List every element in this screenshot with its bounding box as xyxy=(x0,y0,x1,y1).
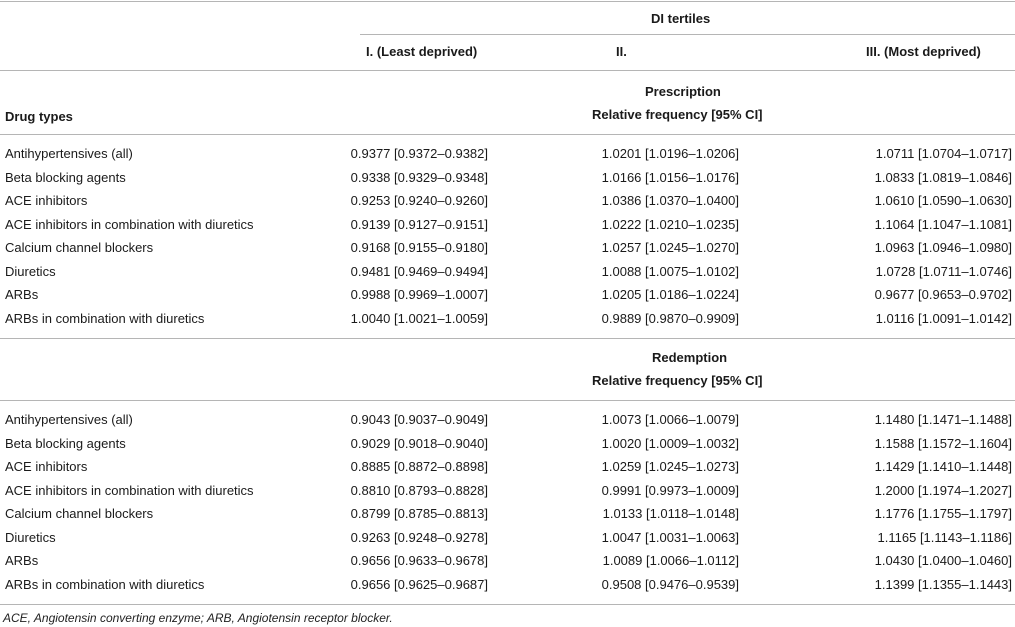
relative-frequency-cell: 1.1064 [1.1047–1.1081] xyxy=(874,217,1012,232)
drug-type-label: ARBs xyxy=(5,287,39,302)
relative-frequency-cell: 0.9377 [0.9372–0.9382] xyxy=(350,146,488,161)
rule-prescription-end xyxy=(0,338,1015,339)
drug-type-label: Diuretics xyxy=(5,530,56,545)
drug-type-label: Beta blocking agents xyxy=(5,436,126,451)
relative-frequency-cell: 0.9481 [0.9469–0.9494] xyxy=(350,264,488,279)
relative-frequency-cell: 1.0257 [1.0245–1.0270] xyxy=(601,240,739,255)
drug-types-heading: Drug types xyxy=(5,109,73,124)
relative-frequency-cell: 0.9991 [0.9973–1.0009] xyxy=(601,483,739,498)
relative-frequency-cell: 0.9656 [0.9633–0.9678] xyxy=(350,553,488,568)
relative-frequency-cell: 1.0073 [1.0066–1.0079] xyxy=(601,412,739,427)
relative-frequency-cell: 0.8885 [0.8872–0.8898] xyxy=(350,459,488,474)
relative-frequency-cell: 1.0088 [1.0075–1.0102] xyxy=(601,264,739,279)
relative-frequency-cell: 1.0430 [1.0400–1.0460] xyxy=(874,553,1012,568)
relative-frequency-cell: 1.1480 [1.1471–1.1488] xyxy=(874,412,1012,427)
relative-frequency-cell: 1.0833 [1.0819–1.0846] xyxy=(874,170,1012,185)
relative-frequency-cell: 1.0386 [1.0370–1.0400] xyxy=(601,193,739,208)
relative-frequency-cell: 1.2000 [1.1974–1.2027] xyxy=(874,483,1012,498)
rule-prescription-header xyxy=(0,134,1015,135)
drug-type-label: Beta blocking agents xyxy=(5,170,126,185)
relative-frequency-cell: 1.0047 [1.0031–1.0063] xyxy=(601,530,739,545)
relative-frequency-cell: 1.1165 [1.1143–1.1186] xyxy=(877,530,1012,545)
relative-frequency-cell: 0.9338 [0.9329–0.9348] xyxy=(350,170,488,185)
relative-frequency-cell: 1.0610 [1.0590–1.0630] xyxy=(874,193,1012,208)
relative-frequency-cell: 1.1399 [1.1355–1.1443] xyxy=(874,577,1012,592)
drug-type-label: ARBs in combination with diuretics xyxy=(5,311,205,326)
drug-type-label: Diuretics xyxy=(5,264,56,279)
rule-tertiles xyxy=(360,34,1015,35)
drug-type-label: Calcium channel blockers xyxy=(5,240,154,255)
relative-frequency-cell: 1.0222 [1.0210–1.0235] xyxy=(601,217,739,232)
relative-frequency-cell: 1.0020 [1.0009–1.0032] xyxy=(601,436,739,451)
drug-type-label: ACE inhibitors in combination with diuretics xyxy=(5,217,254,232)
relative-frequency-cell: 0.9263 [0.9248–0.9278] xyxy=(350,530,488,545)
relative-frequency-cell: 0.9029 [0.9018–0.9040] xyxy=(350,436,488,451)
section-title-prescription: Prescription xyxy=(645,84,721,99)
drug-type-label: ACE inhibitors xyxy=(5,193,88,208)
section-subtitle-prescription: Relative frequency [95% CI] xyxy=(592,107,763,122)
relative-frequency-cell: 0.9253 [0.9240–0.9260] xyxy=(350,193,488,208)
tertile-1-heading: I. (Least deprived) xyxy=(366,44,478,59)
relative-frequency-cell: 1.0259 [1.0245–1.0273] xyxy=(601,459,739,474)
relative-frequency-cell: 1.0166 [1.0156–1.0176] xyxy=(601,170,739,185)
drug-type-label: Antihypertensives (all) xyxy=(5,412,133,427)
relative-frequency-cell: 1.0711 [1.0704–1.0717] xyxy=(875,146,1012,161)
rule-redemption-header xyxy=(0,400,1015,401)
relative-frequency-cell: 1.0040 [1.0021–1.0059] xyxy=(350,311,488,326)
relative-frequency-cell: 1.0728 [1.0711–1.0746] xyxy=(875,264,1012,279)
relative-frequency-cell: 1.0133 [1.0118–1.0148] xyxy=(602,506,739,521)
relative-frequency-cell: 1.0205 [1.0186–1.0224] xyxy=(601,287,739,302)
relative-frequency-cell: 0.9043 [0.9037–0.9049] xyxy=(350,412,488,427)
relative-frequency-cell: 1.0201 [1.0196–1.0206] xyxy=(601,146,739,161)
drug-type-label: ACE inhibitors in combination with diuretics xyxy=(5,483,254,498)
relative-frequency-cell: 1.1588 [1.1572–1.1604] xyxy=(874,436,1012,451)
rule-bottom xyxy=(0,604,1015,605)
relative-frequency-cell: 0.9139 [0.9127–0.9151] xyxy=(350,217,488,232)
relative-frequency-cell: 1.1776 [1.1755–1.1797] xyxy=(874,506,1012,521)
relative-frequency-cell: 1.0116 [1.0091–1.0142] xyxy=(875,311,1012,326)
relative-frequency-cell: 0.9508 [0.9476–0.9539] xyxy=(601,577,739,592)
section-title-redemption: Redemption xyxy=(652,350,728,365)
relative-frequency-cell: 0.8799 [0.8785–0.8813] xyxy=(350,506,488,521)
footnote: ACE, Angiotensin converting enzyme; ARB, Angiotensin receptor blocker. xyxy=(3,611,393,625)
relative-frequency-cell: 0.9889 [0.9870–0.9909] xyxy=(601,311,739,326)
rule-top xyxy=(0,1,1015,2)
relative-frequency-cell: 1.0089 [1.0066–1.0112] xyxy=(602,553,739,568)
tertile-3-heading: III. (Most deprived) xyxy=(866,44,981,59)
relative-frequency-cell: 0.9988 [0.9969–1.0007] xyxy=(350,287,488,302)
drug-type-label: ACE inhibitors xyxy=(5,459,88,474)
rule-header-bottom xyxy=(0,70,1015,71)
relative-frequency-cell: 1.1429 [1.1410–1.1448] xyxy=(874,459,1012,474)
relative-frequency-cell: 0.9656 [0.9625–0.9687] xyxy=(350,577,488,592)
relative-frequency-cell: 0.9168 [0.9155–0.9180] xyxy=(350,240,488,255)
drug-type-label: ARBs xyxy=(5,553,39,568)
drug-type-label: Antihypertensives (all) xyxy=(5,146,133,161)
drug-type-label: Calcium channel blockers xyxy=(5,506,154,521)
di-tertiles-heading: DI tertiles xyxy=(651,11,711,26)
relative-frequency-cell: 0.8810 [0.8793–0.8828] xyxy=(350,483,488,498)
relative-frequency-cell: 1.0963 [1.0946–1.0980] xyxy=(874,240,1012,255)
relative-frequency-cell: 0.9677 [0.9653–0.9702] xyxy=(874,287,1012,302)
tertile-2-heading: II. xyxy=(616,44,627,59)
section-subtitle-redemption: Relative frequency [95% CI] xyxy=(592,373,763,388)
drug-type-label: ARBs in combination with diuretics xyxy=(5,577,205,592)
